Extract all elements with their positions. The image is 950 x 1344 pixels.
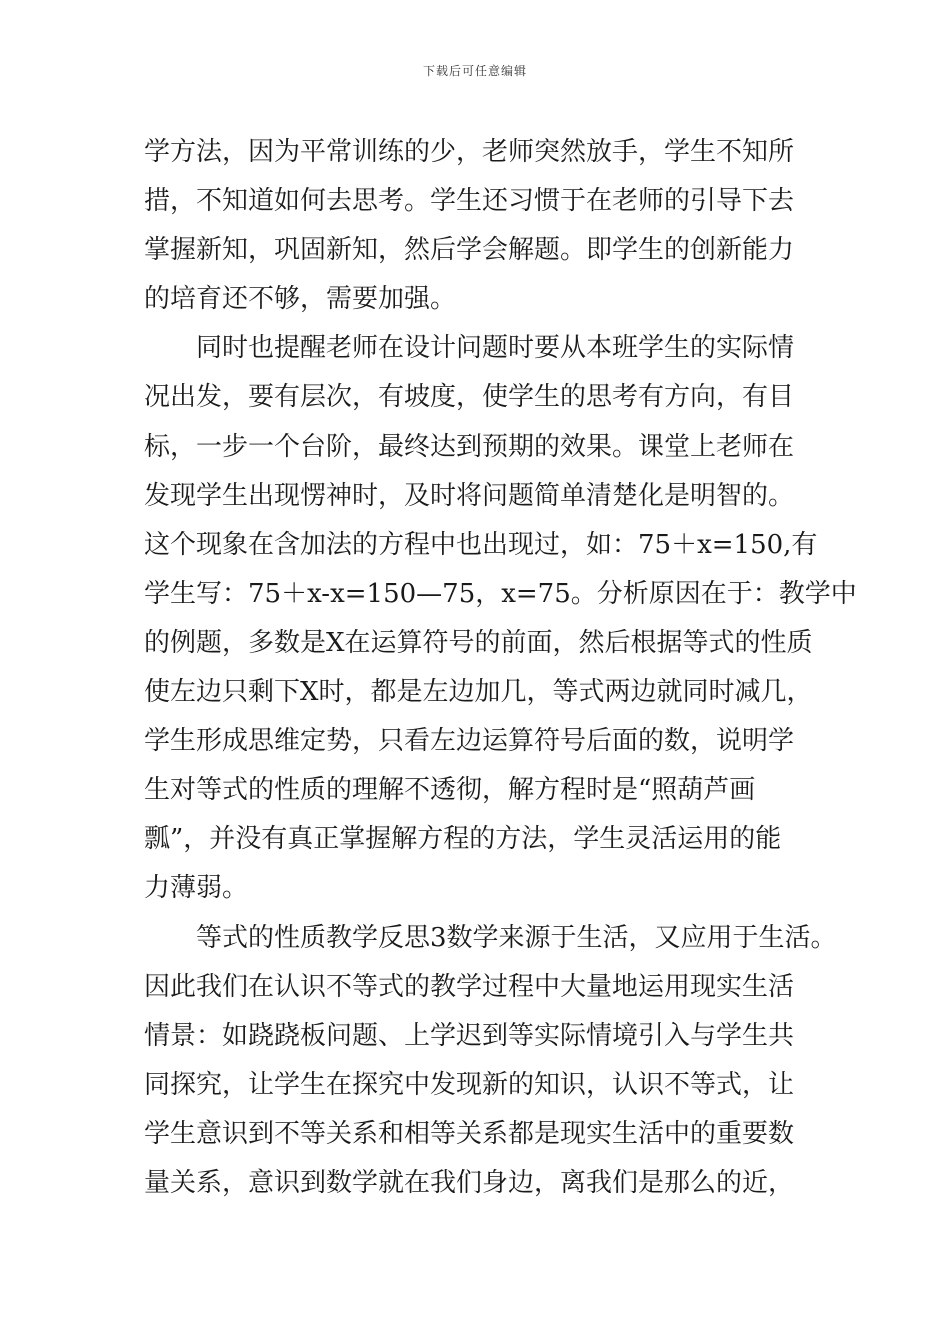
text-line: 学生写：75＋x-x=150—75，x=75。分析原因在于：教学中 — [144, 578, 857, 609]
page-header: 下载后可任意编辑 — [422, 64, 527, 78]
text-line: 量关系，意识到数学就在我们身边，离我们是那么的近， — [144, 1167, 795, 1198]
text-line: 因此我们在认识不等式的教学过程中大量地运用现实生活 — [144, 971, 795, 1002]
text-line: 力薄弱。 — [144, 873, 249, 904]
text-line: 这个现象在含加法的方程中也出现过，如：75＋x=150,有 — [144, 529, 818, 560]
text-line: 标，一步一个台阶，最终达到预期的效果。课堂上老师在 — [144, 431, 795, 462]
paragraph-2 — [144, 324, 857, 913]
text-line: 措，不知道如何去思考。学生还习惯于在老师的引导下去 — [144, 186, 795, 217]
text-line: 的例题，多数是X在运算符号的前面，然后根据等式的性质 — [144, 627, 813, 658]
text-line: 学方法，因为平常训练的少，老师突然放手，学生不知所 — [144, 137, 795, 167]
paragraph-1 — [144, 128, 816, 324]
text-line: 发现学生出现愣神时，及时将问题简单清楚化是明智的。 — [144, 480, 795, 511]
text-line: 同探究，让学生在探究中发现新的知识，认识不等式，让 — [144, 1069, 795, 1100]
text-line: 生对等式的性质的理解不透彻，解方程时是“照葫芦画 — [144, 775, 756, 806]
text-line: 况出发，要有层次，有坡度，使学生的思考有方向，有目 — [144, 382, 795, 413]
text-line: 学生形成思维定势，只看左边运算符号后面的数，说明学 — [144, 726, 795, 757]
text-line: 使左边只剩下X时，都是左边加几，等式两边就同时减几， — [144, 677, 813, 708]
text-line: 的培育还不够，需要加强。 — [144, 284, 457, 315]
paragraph-3 — [144, 914, 837, 1209]
document-body — [144, 128, 857, 1208]
text-line: 掌握新知，巩固新知，然后学会解题。即学生的创新能力 — [144, 235, 795, 266]
text-line: 瓢”，并没有真正掌握解方程的方法，学生灵活运用的能 — [144, 824, 782, 855]
text-line: 学生意识到不等关系和相等关系都是现实生活中的重要数 — [144, 1118, 795, 1149]
text-line: 情景：如跷跷板问题、上学迟到等实际情境引入与学生共 — [144, 1020, 795, 1051]
text-line: 等式的性质教学反思3数学来源于生活，又应用于生活。 — [196, 922, 837, 953]
text-line: 同时也提醒老师在设计问题时要从本班学生的实际情 — [196, 333, 795, 364]
